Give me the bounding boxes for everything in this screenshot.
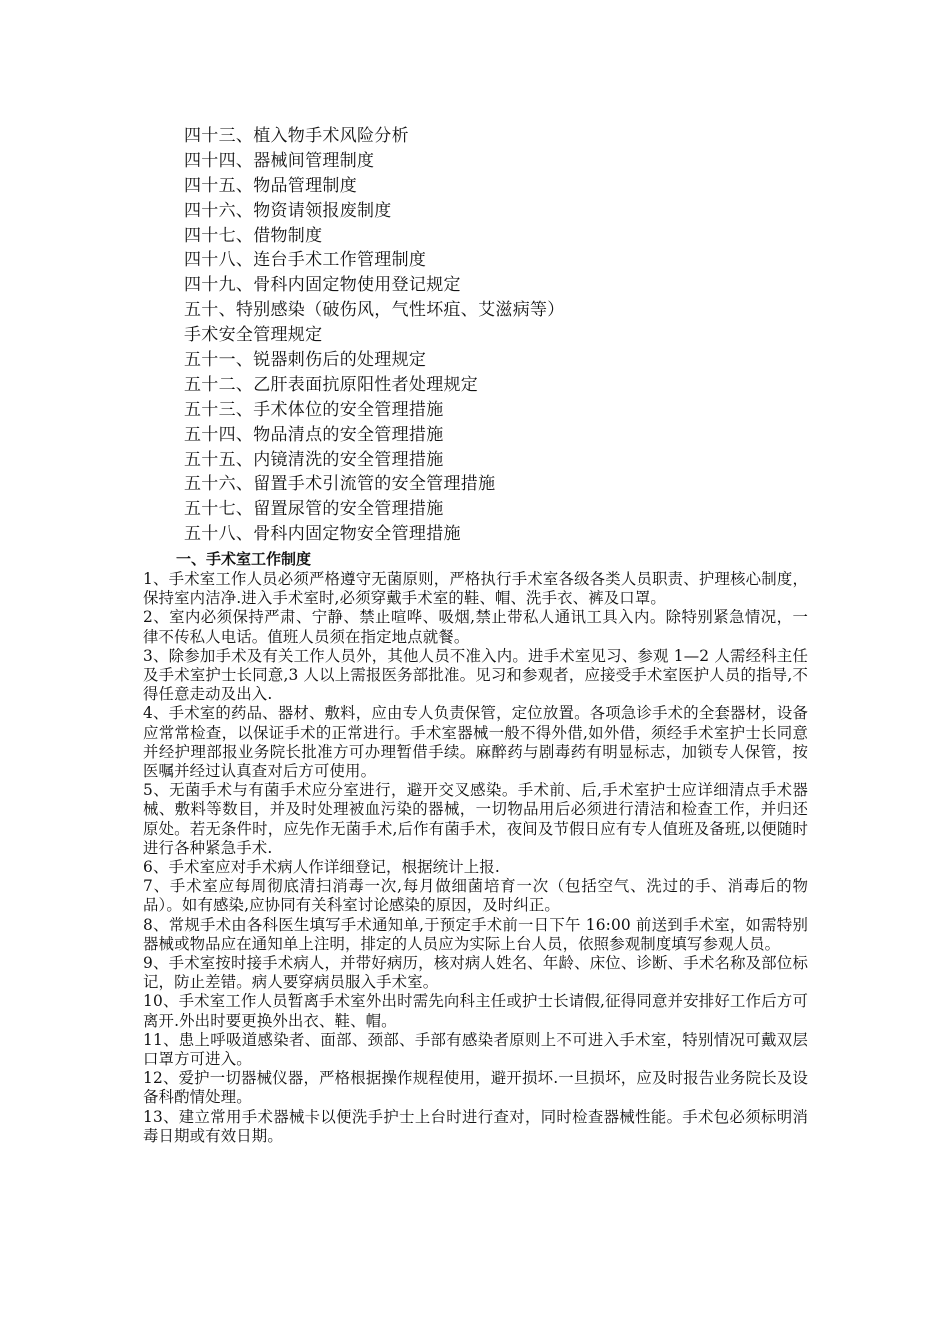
toc-item: 五十、特别感染（破伤风，气性坏疽、艾滋病等） xyxy=(184,300,565,321)
paragraph: 11、患上呼吸道感染者、面部、颈部、手部有感染者原则上不可进入手术室，特别情况可戴双层口罩方可进入。 xyxy=(143,1030,808,1069)
toc-item: 五十六、留置手术引流管的安全管理措施 xyxy=(184,474,496,495)
paragraph: 4、手术室的药品、器材、敷料，应由专人负责保管，定位放置。各项急诊手术的全套器材，设备应常常检查，以保证手术的正常进行。手术室器械一般不得外借,如外借，须经手术室护士长同意并经护理部报业务院长批准方可办理暂借手续。麻醉药与剧毒药有明显标志，加锁专人保管，按医嘱并经过认真查对后方可使用。 xyxy=(143,704,808,781)
toc-item: 四十八、连台手术工作管理制度 xyxy=(184,250,427,271)
paragraph: 6、手术室应对手术病人作详细登记，根据统计上报. xyxy=(143,858,500,877)
toc-item: 五十二、乙肝表面抗原阳性者处理规定 xyxy=(184,374,479,395)
paragraph: 5、无菌手术与有菌手术应分室进行，避开交叉感染。手术前、后,手术室护士应详细清点手术器械、敷料等数目，并及时处理被血污染的器械，一切物品用后必须进行清洁和检查工作，并归还原处。若无条件时，应先作无菌手术,后作有菌手术，夜间及节假日应有专人值班及备班,以便随时进行各种紧急手术. xyxy=(143,781,808,857)
toc-item: 五十五、内镜清洗的安全管理措施 xyxy=(184,449,444,470)
paragraph: 2、室内必须保持严肃、宁静、禁止喧哗、吸烟,禁止带私人通讯工具入内。除特别紧急情况，一律不传私人电话。值班人员须在指定地点就餐。 xyxy=(143,608,808,646)
toc-item: 四十六、物资请领报废制度 xyxy=(184,200,392,221)
paragraph: 1、手术室工作人员必须严格遵守无菌原则，严格执行手术室各级各类人员职责、护理核心制度，保持室内洁净.进入手术室时,必须穿戴手术室的鞋、帽、洗手衣、裤及口罩。 xyxy=(143,570,808,608)
toc-item: 四十九、骨科内固定物使用登记规定 xyxy=(184,275,461,296)
paragraph: 12、爱护一切器械仪器，严格根据操作规程使用，避开损坏.一旦损坏，应及时报告业务院长及设备科酌情处理。 xyxy=(143,1069,808,1107)
paragraph: 10、手术室工作人员暂离手术室外出时需先向科主任或护士长请假,征得同意并安排好工作后方可离开.外出时要更换外出衣、鞋、帽。 xyxy=(143,992,808,1030)
paragraph: 13、建立常用手术器械卡以便洗手护士上台时进行查对，同时检查器械性能。手术包必须标明消毒日期或有效日期。 xyxy=(143,1107,808,1145)
toc-item: 手术安全管理规定 xyxy=(184,325,323,346)
paragraph: 9、手术室按时接手术病人，并带好病历，核对病人姓名、年龄、床位、诊断、手术名称及部位标记，防止差错。病人要穿病员服入手术室。 xyxy=(143,954,808,992)
paragraph: 3、除参加手术及有关工作人员外，其他人员不准入内。进手术室见习、参观 1—2 人需经科主任及手术室护士长同意,3 人以上需报医务部批准。见习和参观者，应接受手术室医护人员的指导,不得任意走动及出入. xyxy=(143,646,808,704)
toc-item: 四十七、借物制度 xyxy=(184,225,323,246)
toc-item: 五十四、物品清点的安全管理措施 xyxy=(184,424,444,445)
toc-item: 五十三、手术体位的安全管理措施 xyxy=(184,399,444,420)
paragraph: 7、手术室应每周彻底清扫消毒一次,每月做细菌培育一次（包括空气、洗过的手、消毒后的物品）。如有感染,应协同有关科室讨论感染的原因，及时纠正。 xyxy=(143,877,808,915)
toc-item: 五十八、骨科内固定物安全管理措施 xyxy=(184,524,461,545)
toc-item: 五十一、锐器刺伤后的处理规定 xyxy=(184,350,427,371)
toc-item: 四十五、物品管理制度 xyxy=(184,175,357,196)
toc-item: 四十三、植入物手术风险分析 xyxy=(184,126,409,146)
paragraph: 8、常规手术由各科医生填写手术通知单,于预定手术前一日下午 16:00 前送到手术室，如需特别器械或物品应在通知单上注明，排定的人员应为实际上台人员，依照参观制度填写参观人员。 xyxy=(143,915,808,953)
body-text xyxy=(143,570,808,1146)
section-heading: 一、手术室工作制度 xyxy=(176,550,312,568)
toc-item: 五十七、留置尿管的安全管理措施 xyxy=(184,499,444,520)
toc-item: 四十四、器械间管理制度 xyxy=(184,150,375,171)
table-of-contents xyxy=(184,124,824,547)
